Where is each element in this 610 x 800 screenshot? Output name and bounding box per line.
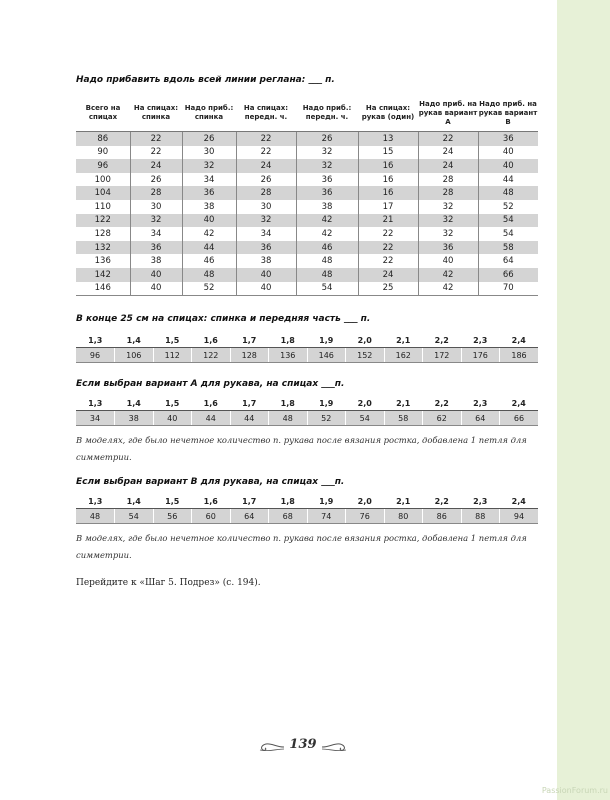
gauge-cell: 1,7	[230, 396, 269, 411]
table-cell: 26	[182, 132, 236, 146]
stitch-count-cell: 58	[384, 411, 423, 426]
table-cell: 24	[236, 159, 296, 173]
gauge-cell: 1,6	[192, 494, 231, 509]
gauge-row	[76, 494, 538, 509]
table-cell: 70	[478, 282, 538, 296]
table-cell: 40	[236, 268, 296, 282]
table-cell: 32	[296, 146, 358, 160]
gauge-cell: 1,4	[115, 333, 154, 348]
table-row	[76, 200, 538, 214]
stitch-count-cell: 96	[76, 348, 115, 363]
table-cell: 28	[236, 186, 296, 200]
table-cell: 54	[296, 282, 358, 296]
table-row	[76, 186, 538, 200]
table-cell: 24	[358, 268, 418, 282]
col-header: Надо приб.: передн. ч.	[296, 95, 358, 132]
raglan-table	[76, 95, 538, 296]
note-sleeve-b: В моделях, где было нечетное количество п. рукава после вязания ростка, добавлена 1 петля для симметрии.	[76, 533, 527, 560]
stitch-count-cell: 76	[346, 509, 385, 524]
stitch-count-cell: 40	[153, 411, 192, 426]
table-cell: 42	[296, 214, 358, 228]
table-cell: 40	[236, 282, 296, 296]
stitch-count-cell: 54	[115, 509, 154, 524]
table-cell: 46	[182, 254, 236, 268]
stitch-count-cell: 172	[423, 348, 462, 363]
table-cell: 40	[502, 147, 514, 158]
stitch-count-cell: 152	[346, 348, 385, 363]
col-header: На спицах: передн. ч.	[236, 95, 296, 132]
stitch-count-cell: 162	[384, 348, 423, 363]
gauge-cell: 1,3	[76, 396, 115, 411]
stitch-count-cell: 176	[461, 348, 500, 363]
stitch-count-cell: 56	[153, 509, 192, 524]
table-cell: 90	[76, 146, 130, 160]
table-cell: 28	[130, 186, 182, 200]
table-cell: 58	[478, 241, 538, 255]
gauge-row	[76, 333, 538, 348]
gauge-cell: 2,0	[346, 494, 385, 509]
table-cell: 40	[130, 282, 182, 296]
table-cell: 22	[358, 241, 418, 255]
stitch-count-cell: 112	[153, 348, 192, 363]
table-cell: 32	[418, 200, 478, 214]
stitch-count-cell: 128	[230, 348, 269, 363]
table-cell: 146	[76, 282, 130, 296]
table-cell: 21	[358, 214, 418, 228]
table-row	[76, 132, 538, 146]
note-sleeve-a: В моделях, где было нечетное количество п. рукава после вязания ростка, добавлена 1 петля для симметрии.	[76, 435, 527, 462]
table-row	[76, 173, 538, 187]
next-step-link[interactable]: Перейдите к «Шаг 5. Подрез» (с. 194).	[76, 578, 261, 588]
table-cell: 22	[236, 132, 296, 146]
table-cell: 40	[418, 254, 478, 268]
table-cell: 100	[76, 173, 130, 187]
table-cell: 46	[296, 241, 358, 255]
gauge-cell: 1,8	[269, 494, 308, 509]
gauge-cell: 2,0	[346, 396, 385, 411]
gauge-cell: 1,8	[269, 396, 308, 411]
stitch-count-cell: 44	[192, 411, 231, 426]
gauge-cell: 1,6	[192, 333, 231, 348]
gauge-cell: 1,4	[115, 396, 154, 411]
table-cell: 34	[182, 173, 236, 187]
table-cell: 16	[358, 173, 418, 187]
table-cell: 132	[76, 241, 130, 255]
gauge-cell: 1,4	[115, 494, 154, 509]
stitch-count-cell: 88	[461, 509, 500, 524]
col-header: Надо приб. на рукав вариант А	[418, 95, 478, 132]
table-cell: 38	[296, 200, 358, 214]
stitch-count-cell: 60	[192, 509, 231, 524]
gauge-table-body	[76, 333, 538, 363]
table-cell: 52	[182, 282, 236, 296]
table-cell: 15	[358, 146, 418, 160]
table-cell: 128	[76, 227, 130, 241]
stitch-count-cell: 52	[307, 411, 346, 426]
table-cell: 42	[418, 282, 478, 296]
stitch-count-cell: 48	[269, 411, 308, 426]
stitch-count-cell: 34	[76, 411, 115, 426]
table-cell: 48	[296, 254, 358, 268]
table-cell: 32	[296, 159, 358, 173]
table-cell: 54	[478, 214, 538, 228]
gauge-table-sleeve-a	[76, 396, 538, 426]
table-cell: 13	[358, 132, 418, 146]
table-cell: 26	[236, 173, 296, 187]
gauge-cell: 2,3	[461, 333, 500, 348]
stitch-count-cell: 106	[115, 348, 154, 363]
table-cell: 48	[296, 268, 358, 282]
table-row	[76, 159, 538, 173]
stitch-count-cell: 86	[423, 509, 462, 524]
table-row	[76, 282, 538, 296]
stitch-count-cell: 48	[76, 509, 115, 524]
stitch-count-cell: 64	[461, 411, 500, 426]
stitch-count-cell: 44	[230, 411, 269, 426]
stitch-count-cell: 66	[500, 411, 539, 426]
table-cell: 22	[130, 132, 182, 146]
table-cell: 66	[478, 268, 538, 282]
table-cell: 32	[236, 214, 296, 228]
gauge-cell: 2,0	[346, 333, 385, 348]
flourish-right-icon	[320, 740, 350, 754]
gauge-cell: 1,9	[307, 494, 346, 509]
gauge-cell: 2,1	[384, 494, 423, 509]
table-cell: 22	[418, 132, 478, 146]
table-cell: 22	[236, 146, 296, 160]
stitch-count-cell: 146	[307, 348, 346, 363]
table-cell: 32	[130, 214, 182, 228]
table-cell: 40	[182, 214, 236, 228]
table-cell: 24	[130, 159, 182, 173]
table-cell: 22	[358, 227, 418, 241]
table-cell: 17	[358, 200, 418, 214]
gauge-cell: 1,8	[269, 333, 308, 348]
heading-sleeve-variant-b: Если выбран вариант В для рукава, на спицах ___п.	[76, 477, 345, 487]
page-number-ornament	[258, 735, 348, 757]
table-row	[76, 268, 538, 282]
heading-raglan-increase: Надо прибавить вдоль всей линии реглана: ___ п.	[76, 75, 335, 85]
gauge-cell: 1,7	[230, 333, 269, 348]
gauge-cell: 1,5	[153, 494, 192, 509]
table-cell: 42	[296, 227, 358, 241]
stitch-count-cell: 54	[346, 411, 385, 426]
col-header: Надо приб.: спинка	[182, 95, 236, 132]
stitch-count-cell: 38	[115, 411, 154, 426]
gauge-cell: 1,9	[307, 333, 346, 348]
stitch-count-cell: 186	[500, 348, 539, 363]
table-cell: 36	[236, 241, 296, 255]
table-cell: 25	[358, 282, 418, 296]
table-cell: 48	[478, 186, 538, 200]
stitch-count-cell: 68	[269, 509, 308, 524]
table-cell: 24	[418, 146, 478, 160]
gauge-cell: 2,4	[500, 396, 539, 411]
col-header: Всего на спицах	[76, 95, 130, 132]
stitch-count-row	[76, 348, 538, 363]
table-cell: 36	[478, 132, 538, 146]
table-cell: 36	[296, 173, 358, 187]
table-cell: 42	[418, 268, 478, 282]
col-header: На спицах: спинка	[130, 95, 182, 132]
gauge-row	[76, 396, 538, 411]
table-row	[76, 254, 538, 268]
table-cell: 40	[478, 159, 538, 173]
table-cell: 42	[182, 227, 236, 241]
heading-body-stitches: В конце 25 см на спицах: спинка и передняя часть ___ п.	[76, 314, 371, 324]
table-cell: 36	[418, 241, 478, 255]
gauge-cell: 2,4	[500, 494, 539, 509]
table-cell: 54	[502, 228, 514, 239]
table-cell: 30	[182, 146, 236, 160]
table-cell: 36	[130, 241, 182, 255]
table-cell: 34	[130, 227, 182, 241]
table-cell: 26	[130, 173, 182, 187]
table-cell: 122	[76, 214, 130, 228]
page-number: 139	[289, 737, 317, 752]
table-cell: 44	[182, 241, 236, 255]
col-header: На спицах: рукав (один)	[358, 95, 418, 132]
table-cell: 30	[236, 200, 296, 214]
gauge-cell: 2,1	[384, 396, 423, 411]
table-cell: 22	[358, 254, 418, 268]
table-cell: 86	[76, 132, 130, 146]
gauge-cell: 2,3	[461, 396, 500, 411]
gauge-cell: 1,3	[76, 333, 115, 348]
table-row	[76, 214, 538, 228]
table-row	[76, 146, 538, 160]
table-row	[76, 241, 538, 255]
table-cell: 28	[418, 173, 478, 187]
table-cell: 52	[502, 201, 514, 212]
table-cell: 26	[296, 132, 358, 146]
gauge-cell: 2,3	[461, 494, 500, 509]
gauge-cell: 2,1	[384, 333, 423, 348]
stitch-count-cell: 74	[307, 509, 346, 524]
table-cell: 40	[130, 268, 182, 282]
stitch-count-row	[76, 411, 538, 426]
table-cell: 16	[358, 159, 418, 173]
table-cell: 104	[76, 186, 130, 200]
stitch-count-cell: 94	[500, 509, 539, 524]
stitch-count-cell: 122	[192, 348, 231, 363]
table-cell: 96	[76, 159, 130, 173]
heading-sleeve-variant-a: Если выбран вариант А для рукава, на спицах ___п.	[76, 379, 345, 389]
stitch-count-cell: 62	[423, 411, 462, 426]
raglan-table-header	[76, 95, 538, 132]
table-cell: 36	[296, 186, 358, 200]
stitch-count-row	[76, 509, 538, 524]
gauge-cell: 1,3	[76, 494, 115, 509]
gauge-cell: 2,4	[500, 333, 539, 348]
table-cell: 32	[182, 159, 236, 173]
stitch-count-cell: 64	[230, 509, 269, 524]
col-header: Надо приб. на рукав вариант В	[478, 95, 538, 132]
gauge-cell: 2,2	[423, 333, 462, 348]
table-cell: 38	[236, 254, 296, 268]
table-cell: 28	[418, 186, 478, 200]
gauge-cell: 1,7	[230, 494, 269, 509]
table-cell: 32	[418, 227, 478, 241]
watermark: PassionForum.ru	[541, 786, 608, 795]
table-cell: 38	[182, 200, 236, 214]
table-cell: 110	[76, 200, 130, 214]
table-cell: 30	[130, 200, 182, 214]
page-margin-band	[541, 0, 610, 800]
table-cell: 22	[130, 146, 182, 160]
table-cell: 48	[182, 268, 236, 282]
table-cell: 38	[130, 254, 182, 268]
gauge-table-sleeve-b	[76, 494, 538, 524]
table-row	[76, 227, 538, 241]
table-cell: 24	[418, 159, 478, 173]
table-cell: 44	[502, 174, 514, 185]
table-cell: 36	[182, 186, 236, 200]
gauge-cell: 1,5	[153, 333, 192, 348]
gauge-cell: 1,6	[192, 396, 231, 411]
table-cell: 136	[76, 254, 130, 268]
stitch-count-cell: 136	[269, 348, 308, 363]
table-cell: 64	[502, 256, 514, 267]
table-cell: 16	[358, 186, 418, 200]
table-cell: 142	[76, 268, 130, 282]
table-cell: 32	[418, 214, 478, 228]
table-cell: 34	[236, 227, 296, 241]
gauge-cell: 1,9	[307, 396, 346, 411]
stitch-count-cell: 80	[384, 509, 423, 524]
gauge-cell: 2,2	[423, 494, 462, 509]
gauge-cell: 1,5	[153, 396, 192, 411]
gauge-cell: 2,2	[423, 396, 462, 411]
